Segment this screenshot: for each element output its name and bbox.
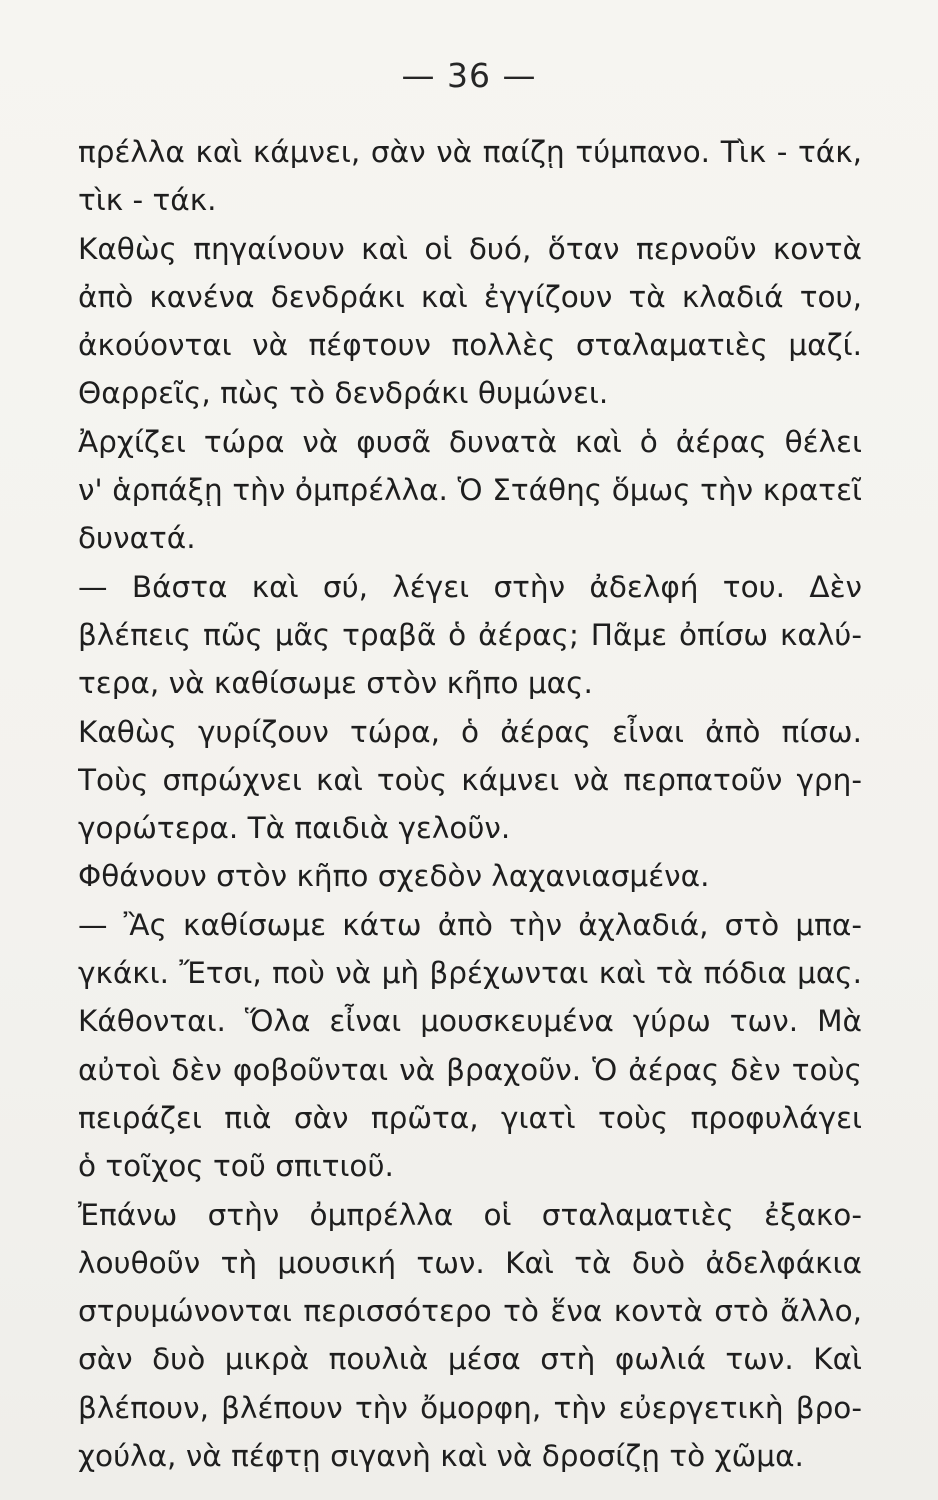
text-line: Τοὺς σπρώχνει καὶ τοὺς κάμνει νὰ περπατοῦν γρη- [78,762,862,797]
text-line: — Βάστα καὶ σύ, λέγει στὴν ἀδελφή του. Δὲν [78,569,862,604]
text-line: Καθὼς πηγαίνουν καὶ οἱ δυό, ὅταν περνοῦν κοντὰ [78,231,862,266]
text-line: δυνατά. [78,521,196,556]
text-line: Θαρρεῖς, πὼς τὸ δενδράκι θυμώνει. [78,376,609,411]
text-line: στρυμώνονται περισσότερο τὸ ἕνα κοντὰ στὸ ἄλλο, [78,1294,862,1329]
body-text [78,128,862,1480]
text-line: Ἐπάνω στὴν ὀμπρέλλα οἱ σταλαματιὲς ἐξακο- [78,1197,862,1232]
text-line: λουθοῦν τὴ μουσική των. Καὶ τὰ δυὸ ἀδελφάκια [78,1245,862,1280]
text-line: βλέπεις πῶς μᾶς τραβᾶ ὁ ἀέρας; Πᾶμε ὀπίσω καλύ- [78,617,862,652]
text-line: πειράζει πιὰ σὰν πρῶτα, γιατὶ τοὺς προφυλάγει [78,1100,862,1135]
text-line: σὰν δυὸ μικρὰ πουλιὰ μέσα στὴ φωλιά των. Καὶ [78,1342,862,1377]
text-line: γορώτερα. Τὰ παιδιὰ γελοῦν. [78,811,511,846]
text-line: — Ἂς καθίσωμε κάτω ἀπὸ τὴν ἀχλαδιά, στὸ μπα- [78,907,862,942]
text-line: πρέλλα καὶ κάμνει, σὰν νὰ παίζῃ τύμπανο. Τὶκ - τάκ, [78,135,862,169]
text-line: τὶκ - τάκ. [78,183,217,218]
text-line: ὁ τοῖχος τοῦ σπιτιοῦ. [78,1149,394,1184]
text-line: γκάκι. Ἔτσι, ποὺ νὰ μὴ βρέχωνται καὶ τὰ πόδια μας. [78,956,862,991]
text-line: Κάθονται. Ὅλα εἶναι μουσκευμένα γύρω των. Μὰ [78,1004,862,1039]
text-line: τερα, νὰ καθίσωμε στὸν κῆπο μας. [78,666,593,701]
text-line: χούλα, νὰ πέφτῃ σιγανὴ καὶ νὰ δροσίζῃ τὸ χῶμα. [78,1439,804,1474]
text-line: αὐτοὶ δὲν φοβοῦνται νὰ βραχοῦν. Ὁ ἀέρας δὲν τοὺς [78,1052,862,1087]
text-line: ν' ἁρπάξῃ τὴν ὀμπρέλλα. Ὁ Στάθης ὅμως τὴν κρατεῖ [78,473,862,508]
text-line: ἀκούονται νὰ πέφτουν πολλὲς σταλαματιὲς μαζί. [78,328,862,363]
text-line: ἀπὸ κανένα δενδράκι καὶ ἐγγίζουν τὰ κλαδιά του, [78,279,862,314]
text-line: Φθάνουν στὸν κῆπο σχεδὸν λαχανιασμένα. [78,859,710,894]
page-number: — 36 — [401,56,537,95]
text-line: Καθὼς γυρίζουν τώρα, ὁ ἀέρας εἶναι ἀπὸ πίσω. [78,714,862,749]
text-line: βλέπουν, βλέπουν τὴν ὄμορφη, τὴν εὐεργετικὴ βρο- [78,1390,862,1425]
text-line: Ἀρχίζει τώρα νὰ φυσᾶ δυνατὰ καὶ ὁ ἀέρας θέλει [78,424,862,459]
